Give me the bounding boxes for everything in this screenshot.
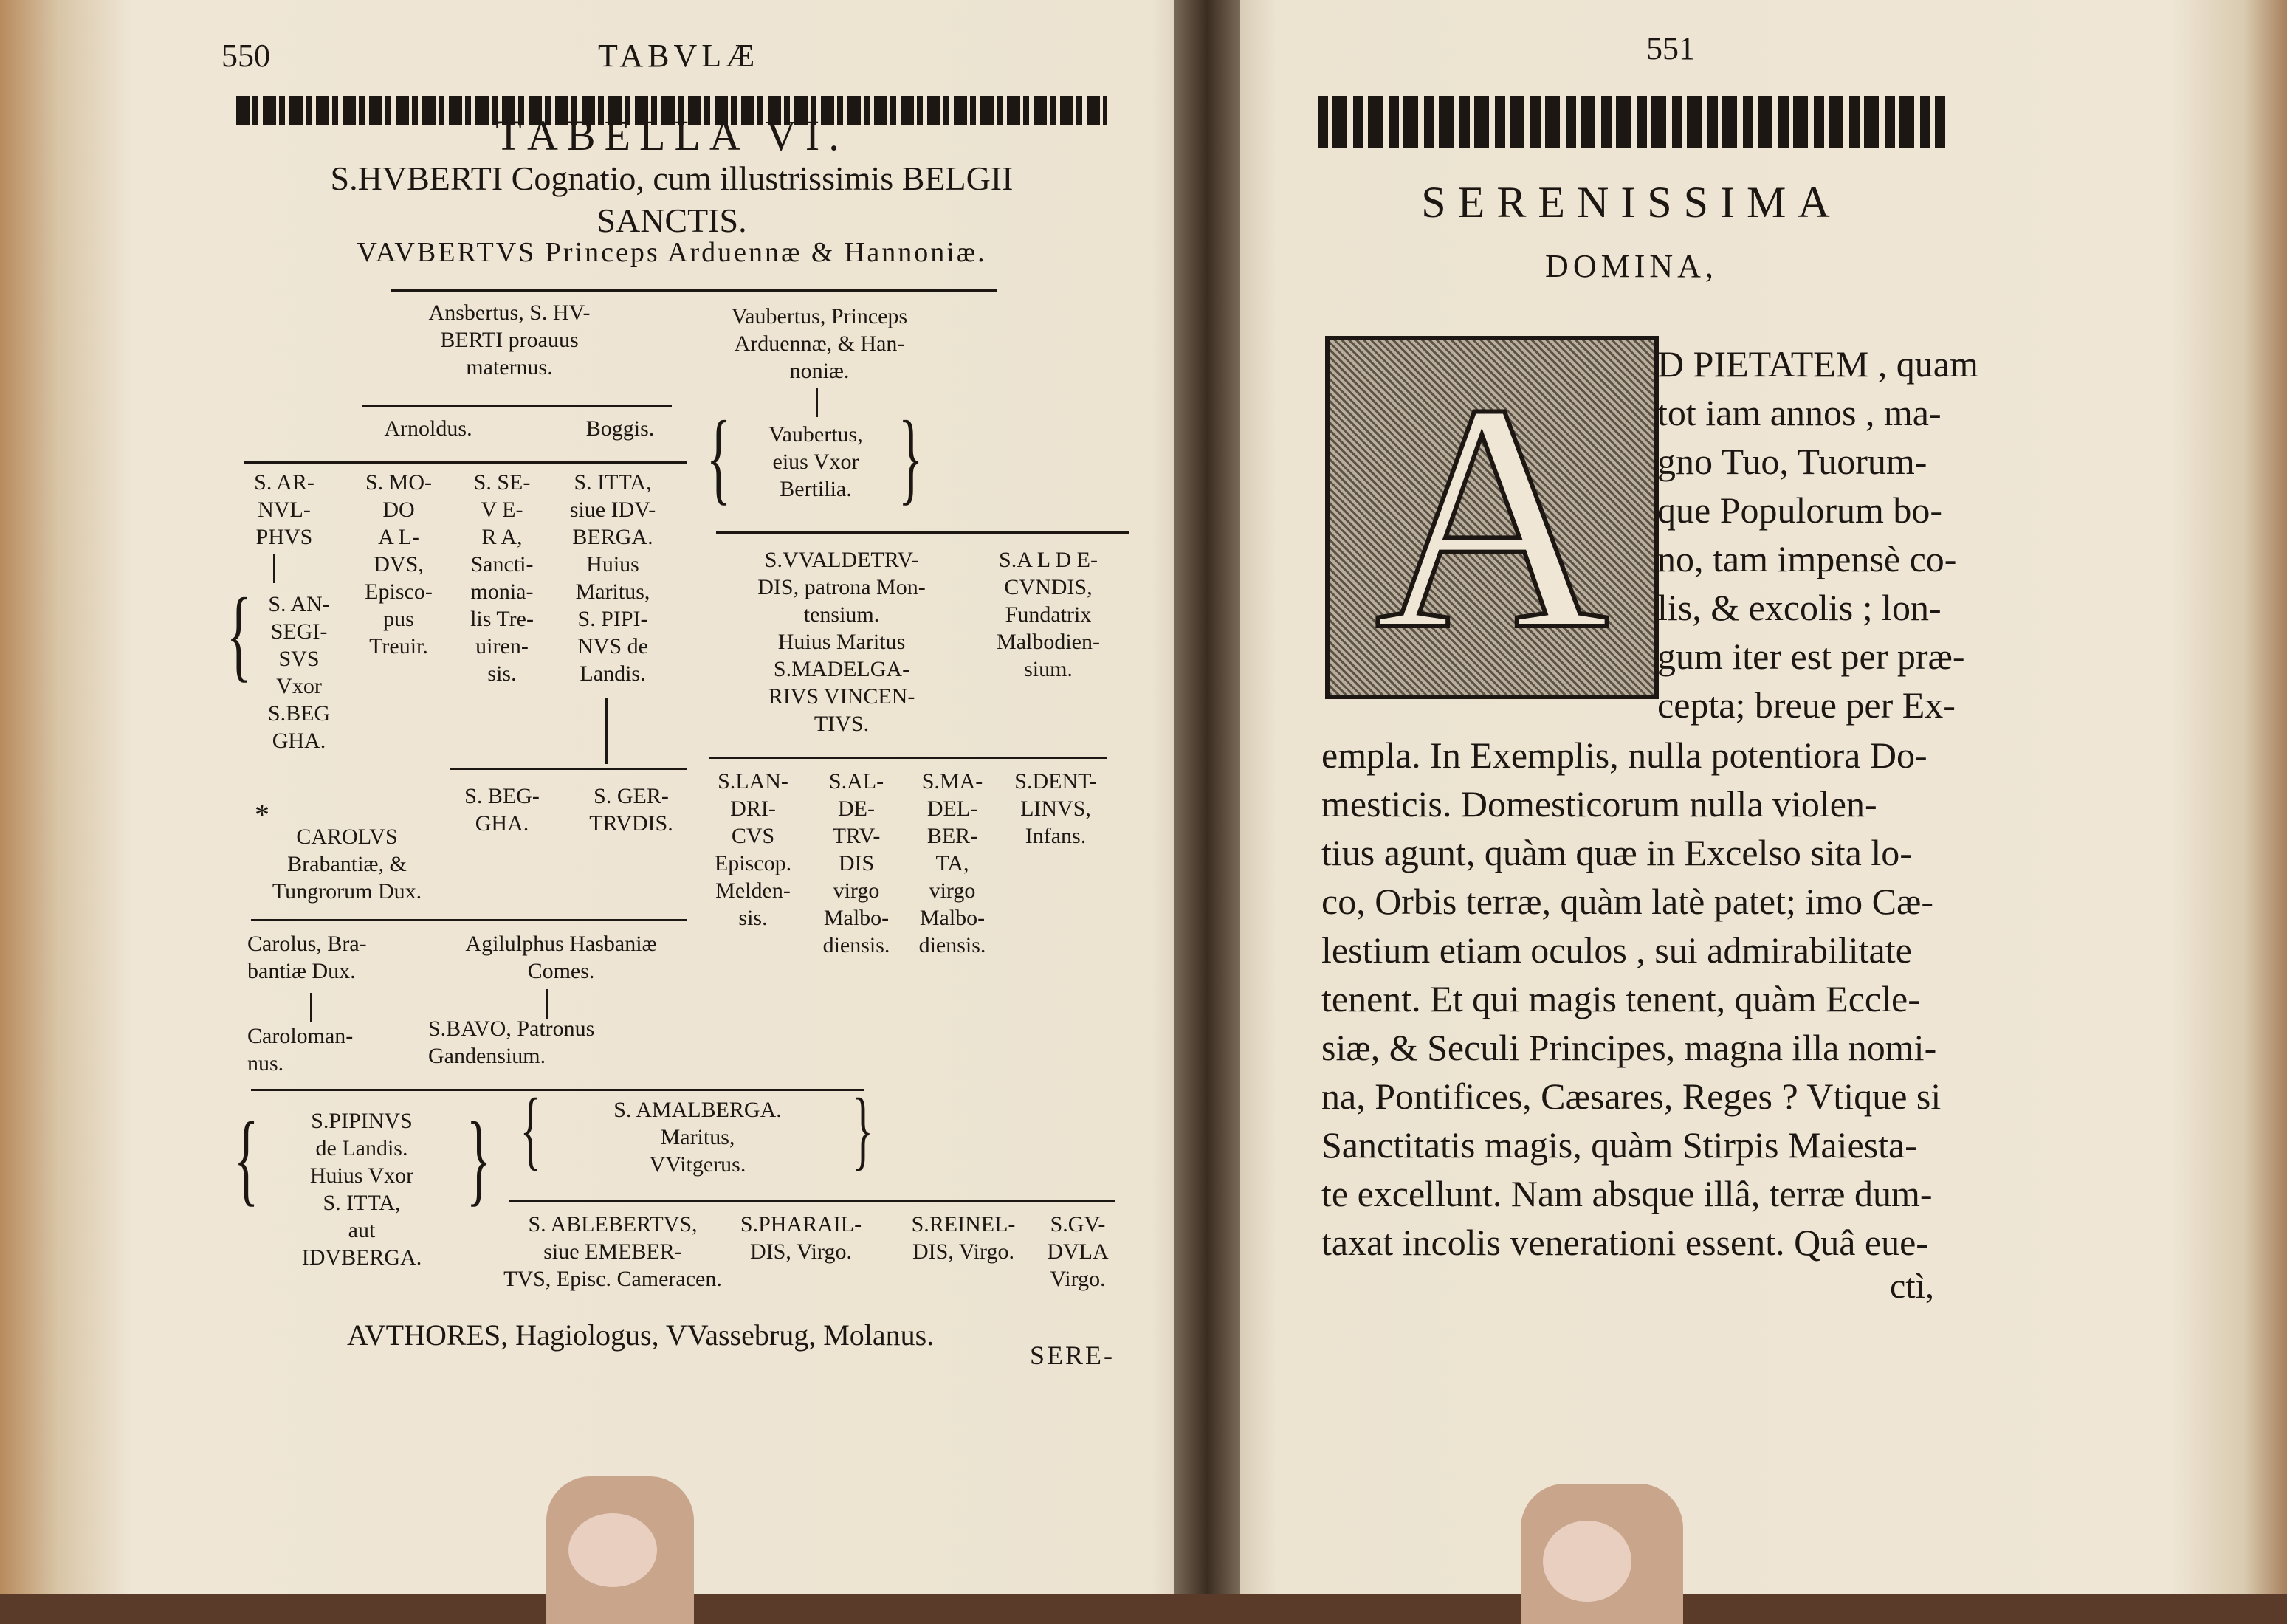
node-dentlinus: S.DENT- LINVS, Infans. [1014,769,1097,848]
running-head: TABVLÆ [598,38,760,74]
asterisk-icon: * [255,798,269,831]
node-arnoldus: Arnoldus. [384,416,472,441]
node-madelberta: S.MA- DEL- BER- TA, virgo Malbo- diensis. [918,769,986,957]
historiated-initial [1325,336,1659,699]
right-thumbnail [1543,1521,1631,1602]
node-aldegundis: S.A L D E- CVNDIS, Fundatrix Malbodien- sium. [997,548,1100,681]
node-gudula: S.GV- DVLA Virgo. [1047,1212,1109,1291]
dropcap-text-block: D PIETATEM , quam tot iam annos , ma- gno Tuo, Tuorum- que Populorum bo- no, tam impensè co- lis, & excolis ; lon- gum iter est per præ- cepta; breue per Ex- [1657,343,1978,726]
node-boggis: Boggis. [585,416,655,441]
right-catchword: ctì, [1890,1267,1934,1306]
node-aldetrudis: S.AL- DE- TRV- DIS virgo Malbo- diensis. [822,769,890,957]
connector-final-generation [509,1200,1115,1202]
node-carolus-dux: Carolus, Bra- bantiæ Dux. [247,932,367,983]
initial-letter: A [1375,337,1609,697]
connector-begga-gertrudis [450,768,687,770]
right-page-number: 551 [1646,30,1695,66]
left-catchword: SERE- [1030,1341,1115,1370]
connector-generation-3 [244,461,687,464]
brace-pipinus-left: { [233,1101,259,1216]
book-spine [1174,0,1240,1594]
node-ansbertus: Ansbertus, S. HV- BERTI proauus maternus. [428,300,591,379]
authors-line: AVTHORES, Hagiologus, VVassebrug, Molanus. [347,1318,935,1352]
node-pharaildis: S.PHARAIL- DIS, Virgo. [740,1212,862,1264]
dedication-subtitle: DOMINA, [1545,248,1718,284]
node-amalberga: S. AMALBERGA. Maritus, VVitgerus. [613,1098,782,1177]
brace-left: { [706,400,732,515]
connector-pipinus-children [605,698,608,764]
node-carolomannus: Caroloman- nus. [247,1024,354,1076]
connector-carolomannus [310,993,312,1022]
connector-carolus-children [251,919,687,921]
connector-waldetrudis [716,531,1129,534]
connector-bavo [546,989,548,1019]
left-thumbnail [568,1513,657,1587]
node-ansegisus: S. AN- SEGI- SVS Vxor S.BEG GHA. [267,592,331,753]
table-subtitle-2: SANCTIS. [596,202,747,239]
dedication-title: SERENISSIMA [1421,178,1842,227]
node-ablebertus: S. ABLEBERTVS, siue EMEBER- TVS, Episc. Cameracen. [503,1212,722,1291]
brace-ansegisus: { [226,577,252,692]
table-title: TABELLA VI. [495,111,848,159]
node-begga: S. BEG- GHA. [464,784,540,836]
connector-vaubertus [816,388,818,417]
node-gertrudis: S. GER- TRVDIS. [589,784,673,836]
connector-waldetrudis-children [709,757,1107,759]
node-modoaldus: S. MO- DO A L- DVS, Episco- pus Treuir. [365,470,433,658]
connector-pipinus-line [251,1089,864,1091]
connector-arnoldus-boggis [362,405,672,407]
brace-right: } [898,400,924,515]
node-agilulphus: Agilulphus Hasbaniæ Comes. [465,932,657,983]
node-severa: S. SE- V E- R A, Sancti- monia- lis Tre- uiren- sis. [470,470,534,686]
node-bavo: S.BAVO, Patronus Gandensium. [428,1016,595,1068]
node-landricus: S.LAN- DRI- CVS Episcop. Melden- sis. [714,769,792,930]
brace-amalberga-right: } [852,1080,874,1178]
connector-arnulphus [273,554,275,583]
left-page-number: 550 [221,38,270,74]
right-headpiece-ornament [1318,96,1945,148]
node-reineldis: S.REINEL- DIS, Virgo. [911,1212,1016,1264]
root-connector [391,289,997,292]
table-subtitle: S.HVBERTI Cognatio, cum illustrissimis BELGII [330,159,1014,197]
node-itta: S. ITTA, siue IDV- BERGA. Huius Maritus, S. PIPI- NVS de Landis. [569,470,656,686]
node-waldetrudis: S.VVALDETRV- DIS, patrona Mon- tensium. Huius Maritus S.MADELGA- RIVS VINCEN- TIVS. [757,548,926,736]
node-vaubertus-bertilia: Vaubertus, eius Vxor Bertilia. [768,422,863,501]
node-carolus: CAROLVS Brabantiæ, & Tungrorum Dux. [272,825,422,904]
node-pipinus: S.PIPINVS de Landis. Huius Vxor S. ITTA, aut IDVBERGA. [301,1109,422,1270]
brace-amalberga-left: { [520,1080,542,1178]
root-ancestor: VAVBERTVS Princeps Arduennæ & Hannoniæ. [357,237,987,268]
node-vaubertus-princeps: Vaubertus, Princeps Arduennæ, & Han- noniæ. [731,304,908,383]
brace-pipinus-right: } [466,1101,492,1216]
main-text-block: empla. In Exemplis, nulla potentiora Do- mesticis. Domesticorum nulla violen- tius agunt, quàm quæ in Excelso sita lo- co, Orbis terræ, quàm latè patet; imo Cæ- lestium etiam oculos , sui admirabilitate tenent. Et qui magis tenent, quàm Eccle- siæ, & Seculi Principes, magna illa nomi- na, Pontifices, Cæsares, Reges ? Vtique si Sanctitatis magis, quàm Stirpis Maiesta- te excellunt. Nam absque illâ, terræ dum- taxat incolis venerationi essent. Quâ eue- [1321,734,1942,1263]
node-arnulphus: S. AR- NVL- PHVS [254,470,314,549]
